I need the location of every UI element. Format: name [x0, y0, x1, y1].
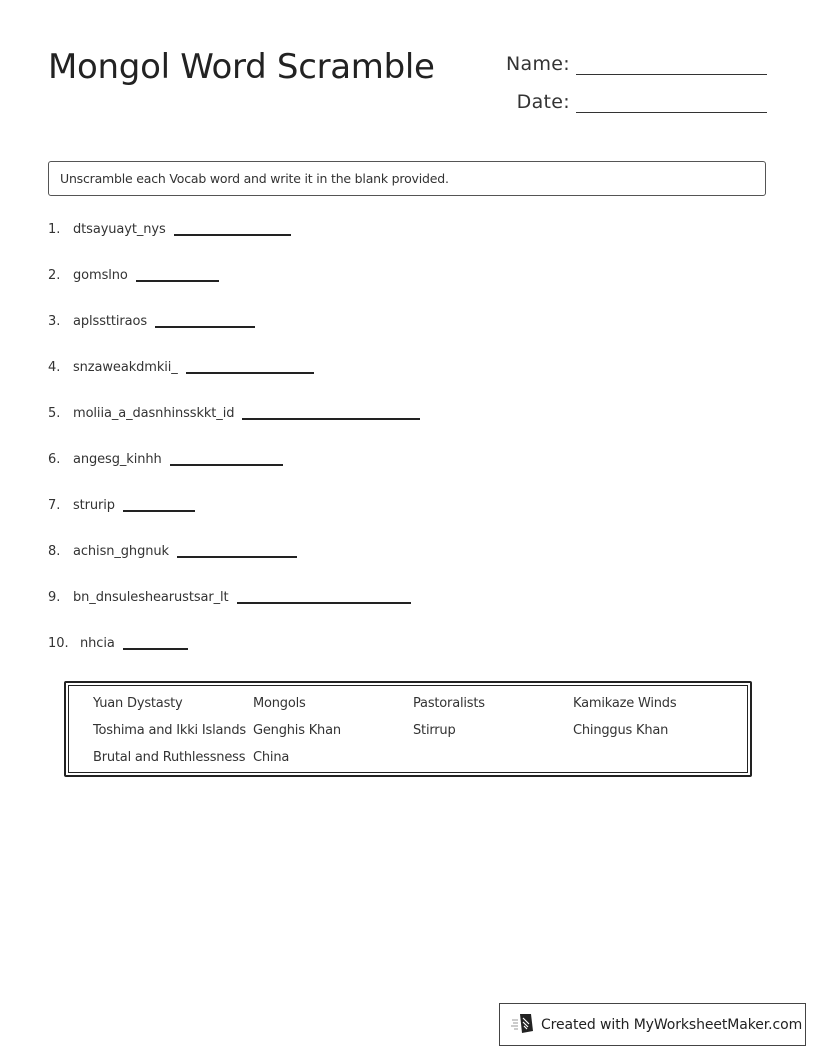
word-bank-item: Mongols: [253, 696, 306, 711]
answer-blank[interactable]: [136, 279, 219, 282]
name-field: [500, 52, 767, 75]
question-number: 1.: [48, 222, 61, 237]
instructions-box: Unscramble each Vocab word and write it in the blank provided.: [48, 161, 766, 196]
date-field: [500, 90, 767, 113]
footer-text: Created with MyWorksheetMaker.com: [541, 1016, 803, 1033]
word-bank-inner: [68, 685, 748, 773]
scrambled-word: aplssttiraos: [73, 314, 148, 329]
question-item: [48, 590, 411, 605]
word-bank-item: Toshima and Ikki Islands: [93, 723, 246, 738]
question-item: [48, 544, 297, 559]
question-number: 4.: [48, 360, 61, 375]
question-number: 3.: [48, 314, 61, 329]
question-item: [48, 452, 283, 467]
question-item: [48, 314, 255, 329]
scrambled-word: gomslno: [73, 268, 128, 283]
question-item: [48, 222, 291, 237]
word-bank-item: Genghis Khan: [253, 723, 341, 738]
scrambled-word: angesg_kinhh: [73, 452, 162, 467]
scrambled-word: strurip: [73, 498, 115, 513]
date-blank[interactable]: [576, 90, 767, 113]
answer-blank[interactable]: [155, 325, 255, 328]
answer-blank[interactable]: [177, 555, 297, 558]
word-bank-item: Pastoralists: [413, 696, 485, 711]
question-number: 6.: [48, 452, 61, 467]
word-bank: [64, 681, 752, 777]
word-bank-item: Stirrup: [413, 723, 456, 738]
question-number: 7.: [48, 498, 61, 513]
scrambled-word: moliia_a_dasnhinsskkt_id: [73, 406, 235, 421]
question-item: [48, 498, 195, 513]
answer-blank[interactable]: [237, 601, 411, 604]
word-bank-item: Kamikaze Winds: [573, 696, 677, 711]
name-blank[interactable]: [576, 52, 767, 75]
footer-badge[interactable]: [499, 1003, 806, 1046]
question-number: 10.: [48, 636, 69, 651]
word-bank-item: China: [253, 750, 290, 765]
question-number: 5.: [48, 406, 61, 421]
question-item: [48, 268, 219, 283]
answer-blank[interactable]: [123, 509, 195, 512]
scrambled-word: snzaweakdmkii_: [73, 360, 178, 375]
worksheet-maker-logo-icon: [511, 1012, 535, 1038]
answer-blank[interactable]: [174, 233, 291, 236]
answer-blank[interactable]: [123, 647, 188, 650]
question-number: 8.: [48, 544, 61, 559]
date-label: Date:: [516, 91, 570, 113]
question-number: 9.: [48, 590, 61, 605]
answer-blank[interactable]: [186, 371, 314, 374]
word-bank-item: Chinggus Khan: [573, 723, 669, 738]
question-item: [48, 636, 188, 651]
page-title: Mongol Word Scramble: [48, 47, 435, 87]
answer-blank[interactable]: [170, 463, 283, 466]
name-label: Name:: [506, 53, 570, 75]
word-bank-item: Yuan Dystasty: [93, 696, 183, 711]
scrambled-word: achisn_ghgnuk: [73, 544, 169, 559]
answer-blank[interactable]: [242, 417, 420, 420]
scrambled-word: dtsayuayt_nys: [73, 222, 166, 237]
scrambled-word: bn_dnsuleshearustsar_lt: [73, 590, 229, 605]
scrambled-word: nhcia: [80, 636, 115, 651]
question-number: 2.: [48, 268, 61, 283]
word-bank-item: Brutal and Ruthlessness: [93, 750, 246, 765]
question-item: [48, 406, 420, 421]
question-item: [48, 360, 314, 375]
